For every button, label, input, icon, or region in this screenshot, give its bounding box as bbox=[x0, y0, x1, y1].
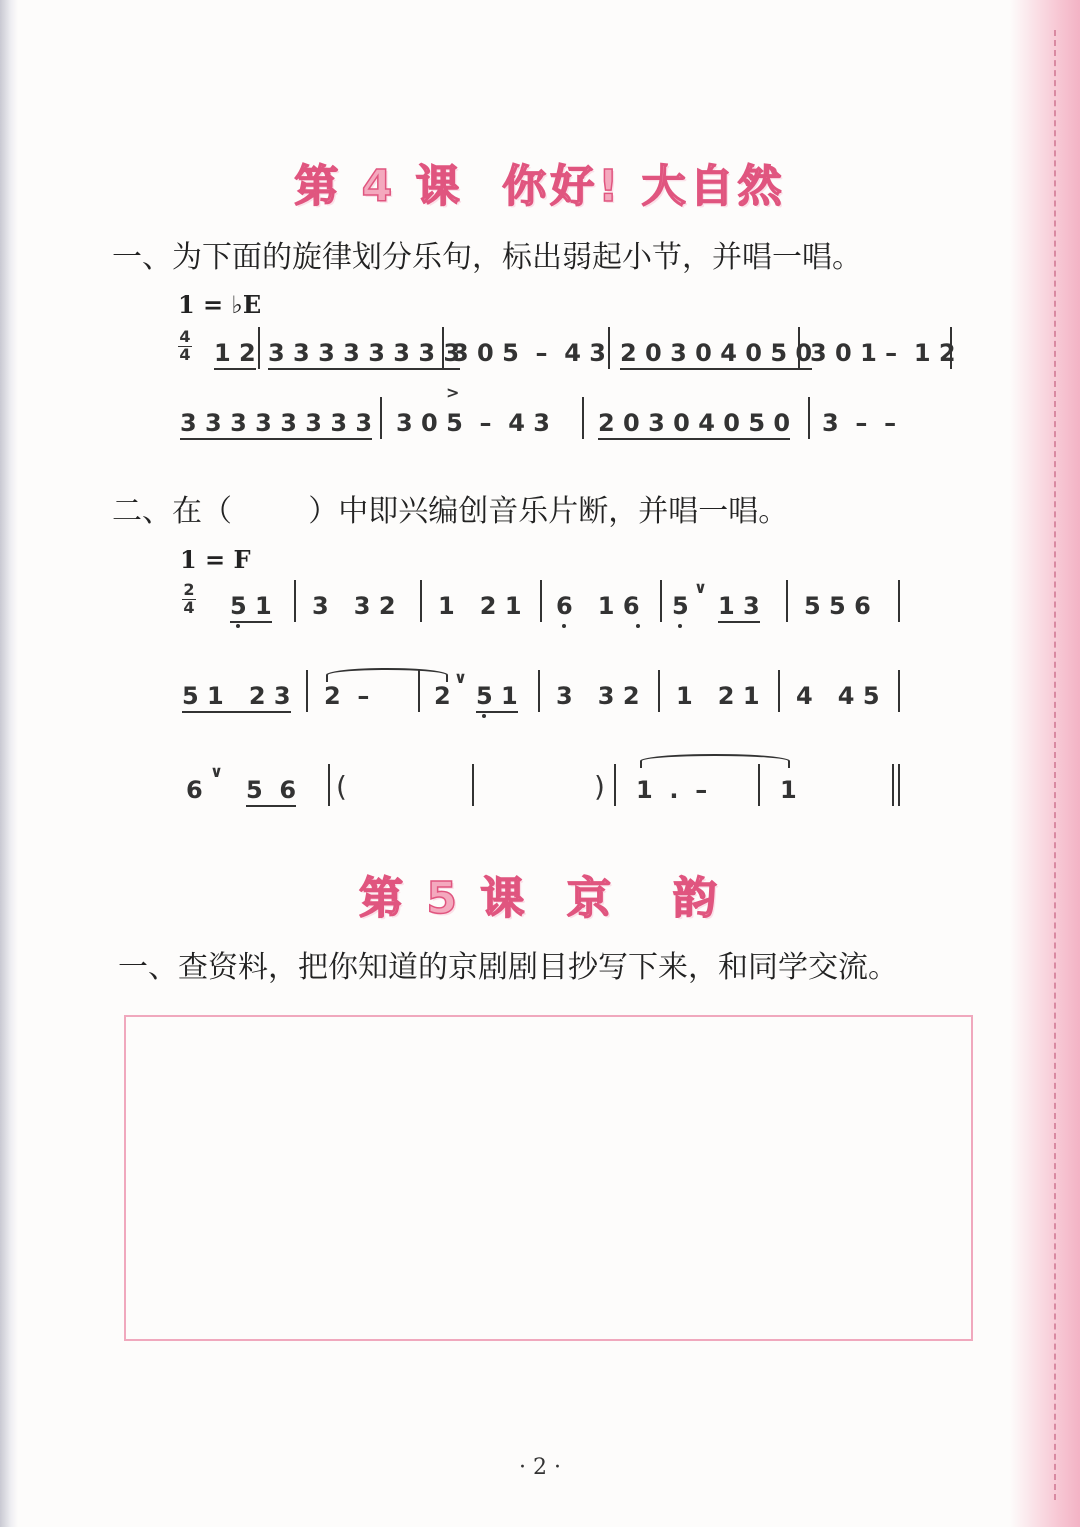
measure: 5 1 2 3 bbox=[182, 682, 291, 713]
bar-line bbox=[582, 397, 584, 439]
bar-line bbox=[798, 327, 800, 369]
lesson-4-question-1: 一、为下面的旋律划分乐句，标出弱起小节，并唱一唱。 bbox=[112, 240, 862, 275]
bar-line bbox=[472, 764, 474, 806]
measure: 3 0 5 – 4 3 bbox=[396, 409, 550, 437]
measure: 3 3 2 bbox=[556, 682, 640, 710]
bar-line bbox=[538, 670, 540, 712]
bar-line bbox=[608, 327, 610, 369]
bar-line bbox=[758, 764, 760, 806]
low-octave-dot bbox=[678, 624, 682, 628]
measure: 1 2 bbox=[214, 339, 256, 370]
note: 1 bbox=[780, 776, 797, 804]
measure: 1 . – bbox=[636, 776, 708, 804]
bar-line bbox=[614, 764, 616, 806]
measure: 5 5 6 bbox=[804, 592, 871, 620]
bar-line bbox=[658, 670, 660, 712]
note: 6 bbox=[186, 776, 203, 804]
bar-line bbox=[418, 670, 420, 712]
tie-arc bbox=[326, 668, 448, 682]
bar-line bbox=[950, 327, 952, 369]
measure: 5 1 bbox=[230, 592, 272, 623]
bar-line bbox=[898, 670, 900, 712]
breath-mark: ∨ bbox=[694, 578, 707, 597]
measure: 2 0 3 0 4 0 5 0 bbox=[620, 339, 812, 370]
time-signature: 4 4 bbox=[179, 327, 191, 364]
melody-2-line-2 bbox=[0, 668, 1080, 728]
measure: 3 3 2 bbox=[312, 592, 396, 620]
melody-1-line-2 bbox=[0, 383, 1080, 455]
key-signature-1: 1 = ♭E bbox=[178, 290, 262, 319]
final-bar-line bbox=[898, 764, 900, 806]
lesson-5-title: 第 5 课 京 韵 bbox=[359, 873, 721, 924]
measure: 1 2 1 bbox=[438, 592, 522, 620]
bar-line bbox=[540, 580, 542, 622]
lesson-4-question-2: 二、在（ ）中即兴编创音乐片断，并唱一唱。 bbox=[112, 494, 789, 529]
breath-mark: ∨ bbox=[454, 668, 467, 687]
low-octave-dot bbox=[636, 624, 640, 628]
measure: 5 1 bbox=[476, 682, 518, 713]
measure: 3 3 3 3 3 3 3 3 bbox=[180, 409, 372, 440]
measure: 2 – bbox=[324, 682, 370, 710]
measure: 6 1 6 bbox=[556, 592, 640, 620]
bar-line bbox=[328, 764, 330, 806]
low-octave-dot bbox=[236, 624, 240, 628]
melody-2-line-1 bbox=[0, 578, 1080, 638]
page-number: · 2 · bbox=[519, 1455, 561, 1480]
final-bar-line bbox=[892, 764, 894, 806]
measure: 3 0 5 – 4 3 bbox=[452, 339, 606, 367]
note: 2 bbox=[434, 682, 451, 710]
bar-line bbox=[786, 580, 788, 622]
bar-line bbox=[294, 580, 296, 622]
tie-arc bbox=[640, 754, 790, 768]
bar-line bbox=[420, 580, 422, 622]
measure: 3 0 1 – 1 2 bbox=[810, 339, 956, 367]
low-octave-dot bbox=[482, 714, 486, 718]
bar-line bbox=[306, 670, 308, 712]
measure: 2 0 3 0 4 0 5 0 bbox=[598, 409, 790, 440]
breath-mark: ∨ bbox=[210, 762, 223, 781]
melody-2-line-3 bbox=[0, 762, 1080, 822]
measure: 3 – – bbox=[822, 409, 897, 437]
bar-line bbox=[258, 327, 260, 369]
answer-box[interactable] bbox=[124, 1015, 973, 1341]
measure: 5 bbox=[672, 592, 689, 620]
measure: 1 2 1 bbox=[676, 682, 760, 710]
accent-mark: > bbox=[446, 383, 460, 402]
time-signature: 2 4 bbox=[183, 580, 195, 617]
bar-line bbox=[380, 397, 382, 439]
open-paren: ( bbox=[336, 770, 347, 803]
bar-line bbox=[778, 670, 780, 712]
bar-line bbox=[898, 580, 900, 622]
key-signature-2: 1 = F bbox=[180, 545, 251, 574]
close-paren: ) bbox=[594, 770, 605, 803]
lesson-5-question-1: 一、查资料，把你知道的京剧剧目抄写下来，和同学交流。 bbox=[118, 950, 898, 985]
measure: 4 4 5 bbox=[796, 682, 880, 710]
measure: 5 6 bbox=[246, 776, 296, 807]
low-octave-dot bbox=[562, 624, 566, 628]
bar-line bbox=[442, 327, 444, 369]
lesson-4-title: 第 4 课 你好! 大自然 bbox=[294, 161, 786, 212]
bar-line bbox=[660, 580, 662, 622]
measure: 1 3 bbox=[718, 592, 760, 623]
melody-1-line-1 bbox=[0, 325, 1080, 385]
bar-line bbox=[808, 397, 810, 439]
measure: 3 3 3 3 3 3 3 3 bbox=[268, 339, 460, 370]
